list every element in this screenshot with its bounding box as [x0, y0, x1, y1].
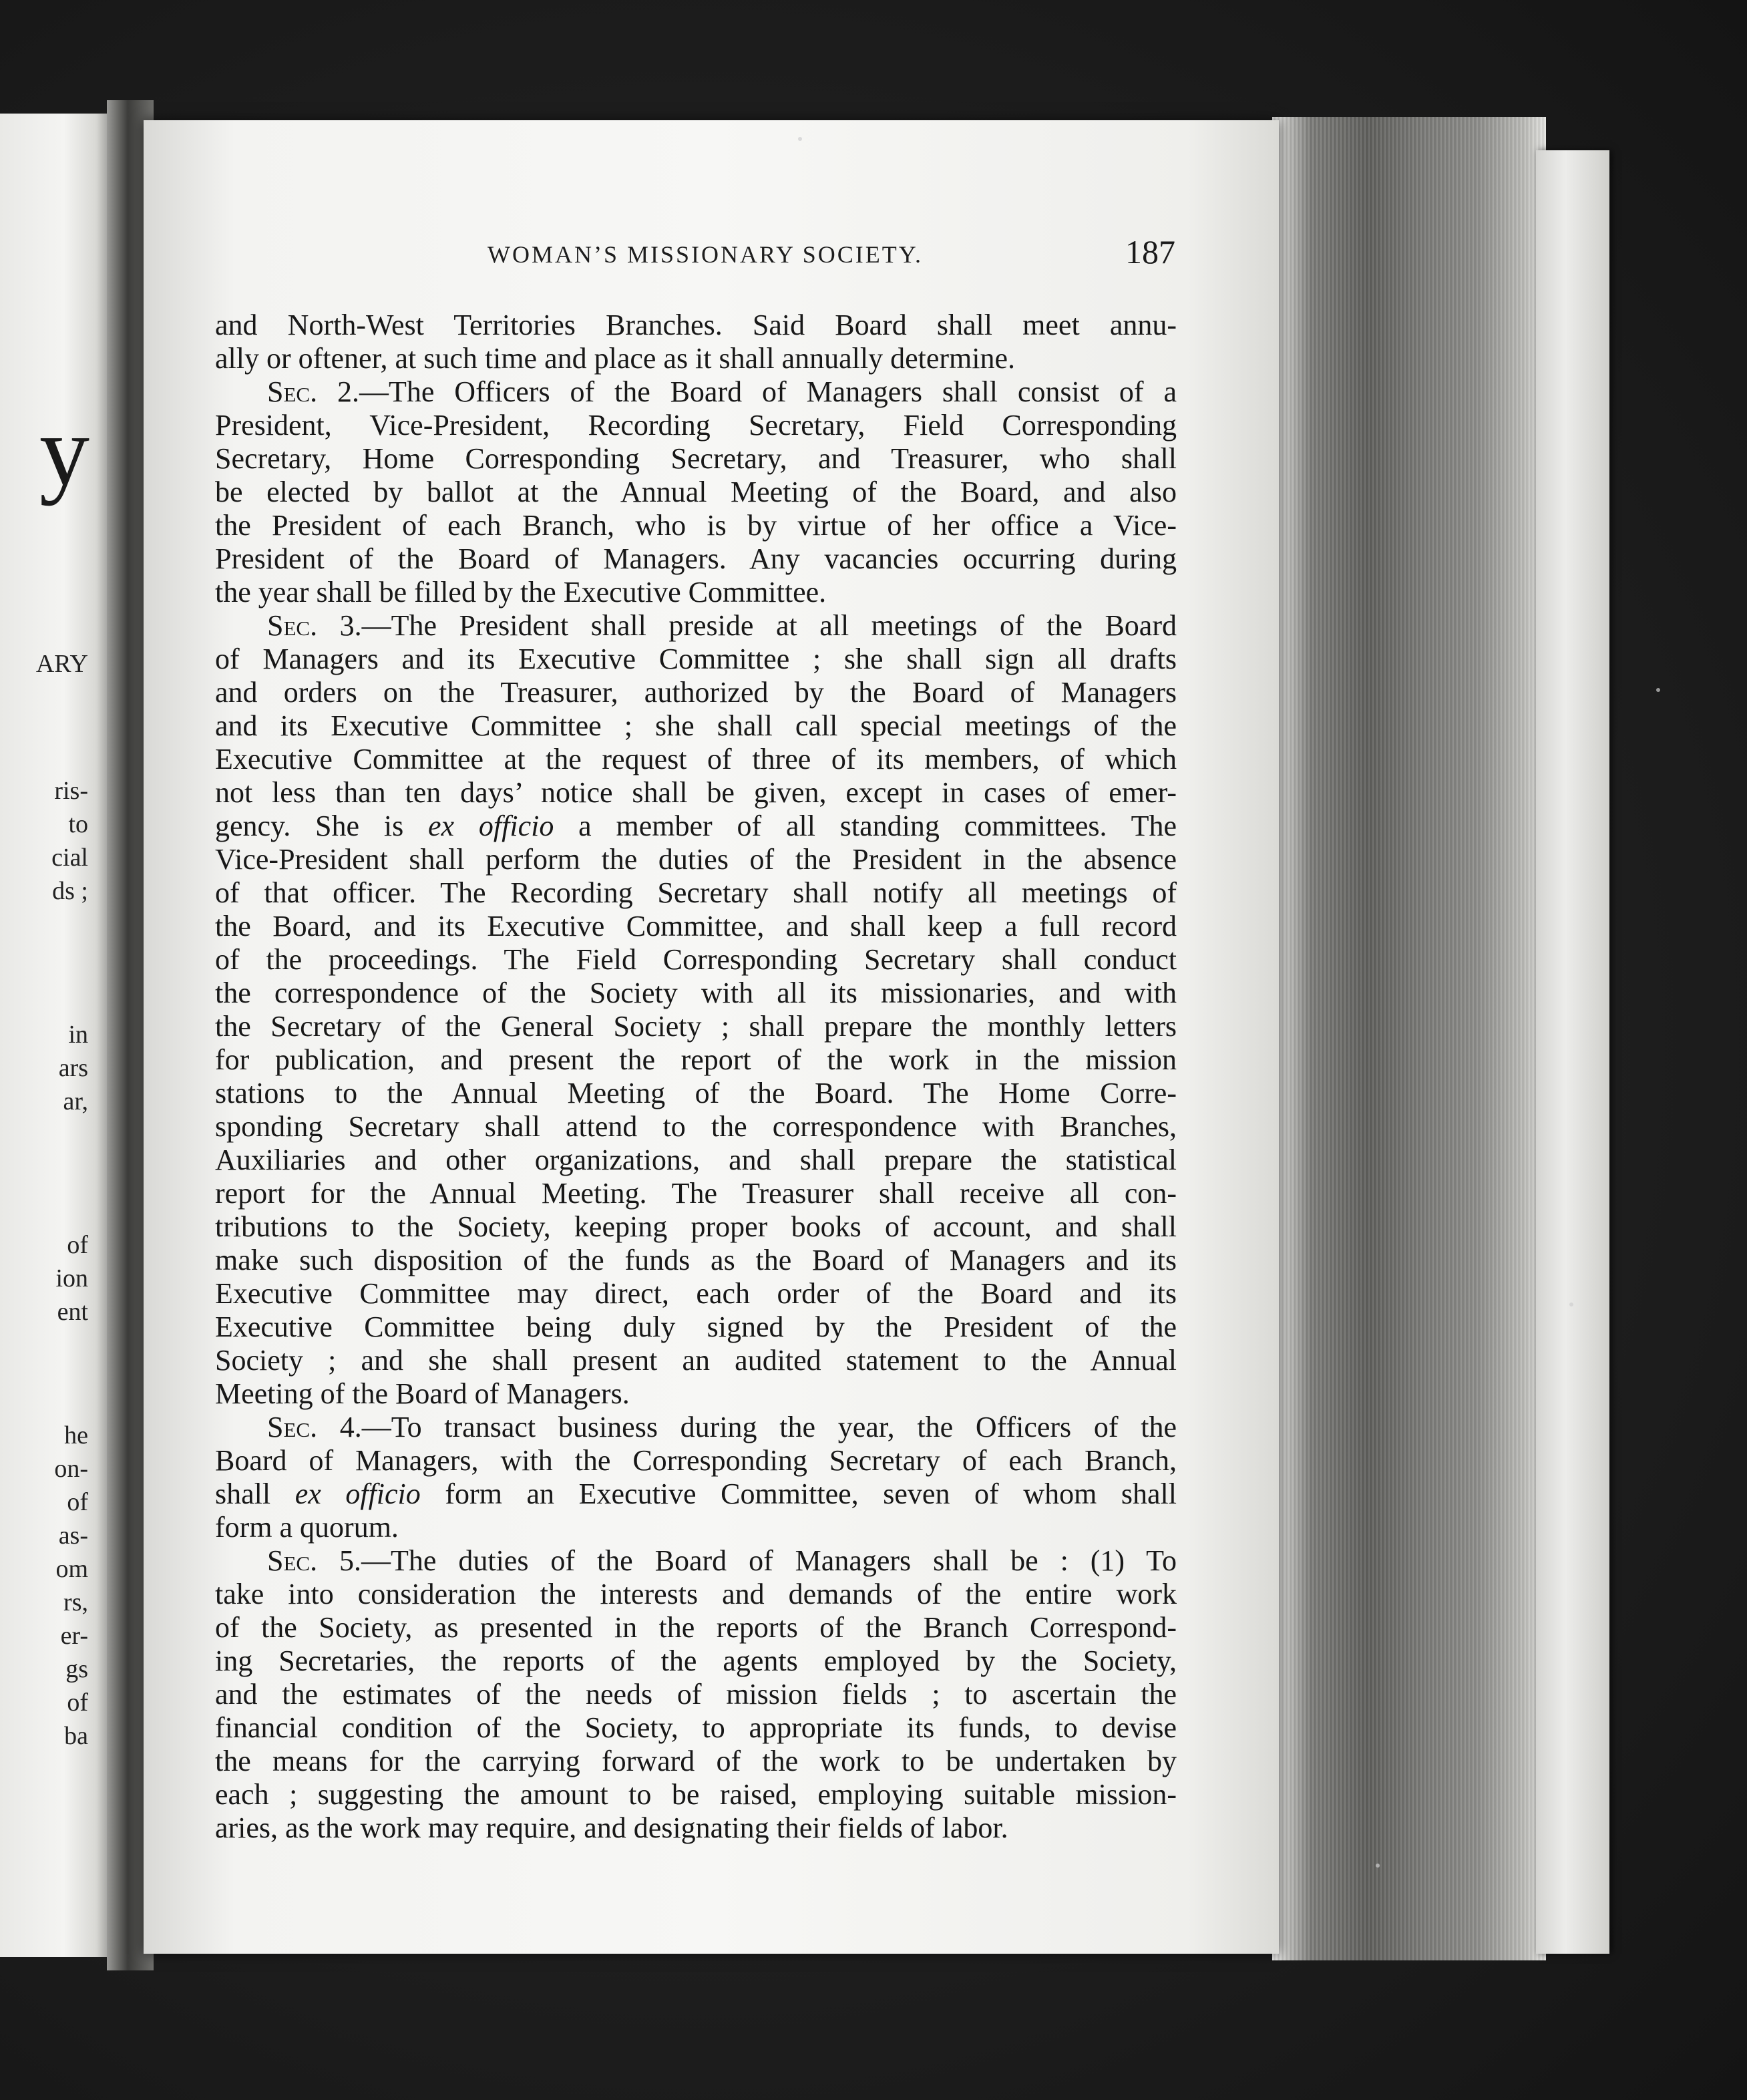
- section-label: Sec. 5.: [267, 1544, 362, 1577]
- left-page-text-fragment: on-: [54, 1455, 88, 1483]
- left-page-text-fragment: ris-: [54, 777, 88, 805]
- body-text: [215, 309, 1177, 1845]
- text-line: form a quorum.: [215, 1511, 399, 1544]
- text-line: [215, 810, 1177, 843]
- left-page-text-fragment: om: [55, 1555, 88, 1583]
- text-line: sponding Secretary shall attend to the correspondence with Branches,: [215, 1110, 1177, 1143]
- text-line: the correspondence of the Society with all its missionaries, and with: [215, 977, 1177, 1009]
- dust-speck: [1656, 688, 1660, 692]
- text-line: of the Society, as presented in the reports of the Branch Correspond-: [215, 1611, 1177, 1644]
- text-line: Executive Committee may direct, each order of the Board and its: [215, 1277, 1177, 1310]
- line-text: —The President shall preside at all meetings of the Board: [361, 609, 1177, 642]
- text-line: tributions to the Society, keeping proper books of account, and shall: [215, 1210, 1177, 1243]
- left-page-text-fragment: of: [67, 1488, 88, 1516]
- left-page-text-fragment: he: [64, 1421, 88, 1449]
- text-line: Executive Committee being duly signed by the President of the: [215, 1310, 1177, 1343]
- left-page-text-fragment: ds ;: [52, 877, 88, 905]
- left-page-text-fragment: ar,: [63, 1087, 88, 1115]
- text-line: report for the Annual Meeting. The Treasurer shall receive all con-: [215, 1177, 1177, 1210]
- section-label: Sec. 4.: [267, 1411, 362, 1443]
- line-text: form an Executive Committee, seven of whom shall: [420, 1477, 1177, 1510]
- italic-phrase: ex officio: [295, 1477, 421, 1510]
- left-page-large-letter: y: [39, 395, 89, 506]
- line-text: shall: [215, 1477, 295, 1510]
- text-line: Secretary, Home Corresponding Secretary, and Treasurer, who shall: [215, 442, 1177, 475]
- text-line: the President of each Branch, who is by virtue of her office a Vice-: [215, 509, 1177, 542]
- left-page-text-fragment: rs,: [63, 1588, 88, 1616]
- text-line: [215, 1544, 1177, 1578]
- page-number: 187: [1125, 233, 1175, 271]
- text-line: the means for the carrying forward of the work to be undertaken by: [215, 1745, 1177, 1777]
- text-line: [215, 375, 1177, 409]
- italic-phrase: ex officio: [428, 810, 554, 842]
- dust-speck: [1569, 1302, 1573, 1306]
- text-line: make such disposition of the funds as the Board of Managers and its: [215, 1244, 1177, 1276]
- text-line: Meeting of the Board of Managers.: [215, 1377, 630, 1410]
- text-line: not less than ten days’ notice shall be given, except in cases of emer-: [215, 776, 1177, 809]
- text-line: Vice-President shall perform the duties of the President in the absence: [215, 843, 1177, 876]
- text-line: President of the Board of Managers. Any vacancies occurring during: [215, 542, 1177, 575]
- text-line: and orders on the Treasurer, authorized by the Board of Managers: [215, 676, 1177, 709]
- left-facing-page: [0, 114, 107, 1957]
- text-line: and the estimates of the needs of mission fields ; to ascertain the: [215, 1678, 1177, 1711]
- dust-speck: [798, 137, 802, 141]
- left-page-text-fragment: of: [67, 1689, 88, 1717]
- text-line: be elected by ballot at the Annual Meeting of the Board, and also: [215, 476, 1177, 508]
- text-line: the Board, and its Executive Committee, and shall keep a full record: [215, 910, 1177, 942]
- text-line: aries, as the work may require, and designating their fields of labor.: [215, 1811, 1008, 1844]
- text-line: of Managers and its Executive Committee ; she shall sign all drafts: [215, 643, 1177, 675]
- text-line: Society ; and she shall present an audited statement to the Annual: [215, 1344, 1177, 1377]
- left-page-text-fragment: ARY: [35, 650, 88, 678]
- left-page-text-fragment: gs: [65, 1655, 88, 1683]
- text-line: President, Vice-President, Recording Secretary, Field Corresponding: [215, 409, 1177, 442]
- text-line: of that officer. The Recording Secretary shall notify all meetings of: [215, 876, 1177, 909]
- section-label: Sec. 3.: [267, 609, 362, 642]
- text-line: and North-West Territories Branches. Said Board shall meet annu-: [215, 309, 1177, 341]
- left-page-text-fragment: ba: [64, 1722, 88, 1750]
- left-page-text-fragment: cial: [51, 844, 88, 872]
- running-head: WOMAN’S MISSIONARY SOCIETY.: [488, 241, 924, 268]
- line-text: —The duties of the Board of Managers shall be : (1) To: [361, 1544, 1177, 1577]
- text-line: financial condition of the Society, to appropriate its funds, to devise: [215, 1711, 1177, 1744]
- text-line: ally or oftener, at such time and place as it shall annually determine.: [215, 342, 1016, 375]
- left-page-text-fragment: ion: [55, 1264, 88, 1292]
- text-line: of the proceedings. The Field Corresponding Secretary shall conduct: [215, 943, 1177, 976]
- dust-speck: [1376, 1864, 1380, 1868]
- text-line: [215, 1477, 1177, 1511]
- text-line: [215, 1411, 1177, 1444]
- line-text: a member of all standing committees. The: [554, 810, 1177, 842]
- text-line: for publication, and present the report of the work in the mission: [215, 1043, 1177, 1076]
- text-line: ing Secretaries, the reports of the agents employed by the Society,: [215, 1644, 1177, 1677]
- text-line: Board of Managers, with the Corresponding Secretary of each Branch,: [215, 1444, 1177, 1477]
- book-fore-edge: [1272, 117, 1546, 1960]
- left-page-text-fragment: as-: [58, 1522, 88, 1550]
- text-line: take into consideration the interests and demands of the entire work: [215, 1578, 1177, 1610]
- left-page-text-fragment: of: [67, 1231, 88, 1259]
- line-text: —To transact business during the year, the Officers of the: [361, 1411, 1177, 1443]
- section-label: Sec. 2.: [267, 375, 359, 408]
- left-page-text-fragment: to: [68, 810, 88, 838]
- text-line: and its Executive Committee ; she shall call special meetings of the: [215, 709, 1177, 742]
- line-text: —The Officers of the Board of Managers shall consist of a: [359, 375, 1177, 408]
- left-page-text-fragment: ent: [57, 1298, 88, 1326]
- book-back-cover: [1536, 150, 1609, 1954]
- text-line: stations to the Annual Meeting of the Board. The Home Corre-: [215, 1077, 1177, 1109]
- line-text: gency. She is: [215, 810, 429, 842]
- left-page-text-fragment: ars: [58, 1054, 88, 1082]
- text-line: Auxiliaries and other organizations, and shall prepare the statistical: [215, 1144, 1177, 1176]
- left-page-text-fragment: er-: [60, 1622, 88, 1650]
- text-line: Executive Committee at the request of three of its members, of which: [215, 743, 1177, 775]
- text-line: each ; suggesting the amount to be raised, employing suitable mission-: [215, 1778, 1177, 1811]
- left-page-text-fragment: in: [68, 1021, 88, 1049]
- text-line: the year shall be filled by the Executive Committee.: [215, 576, 827, 608]
- text-line: [215, 609, 1177, 643]
- text-line: the Secretary of the General Society ; shall prepare the monthly letters: [215, 1010, 1177, 1043]
